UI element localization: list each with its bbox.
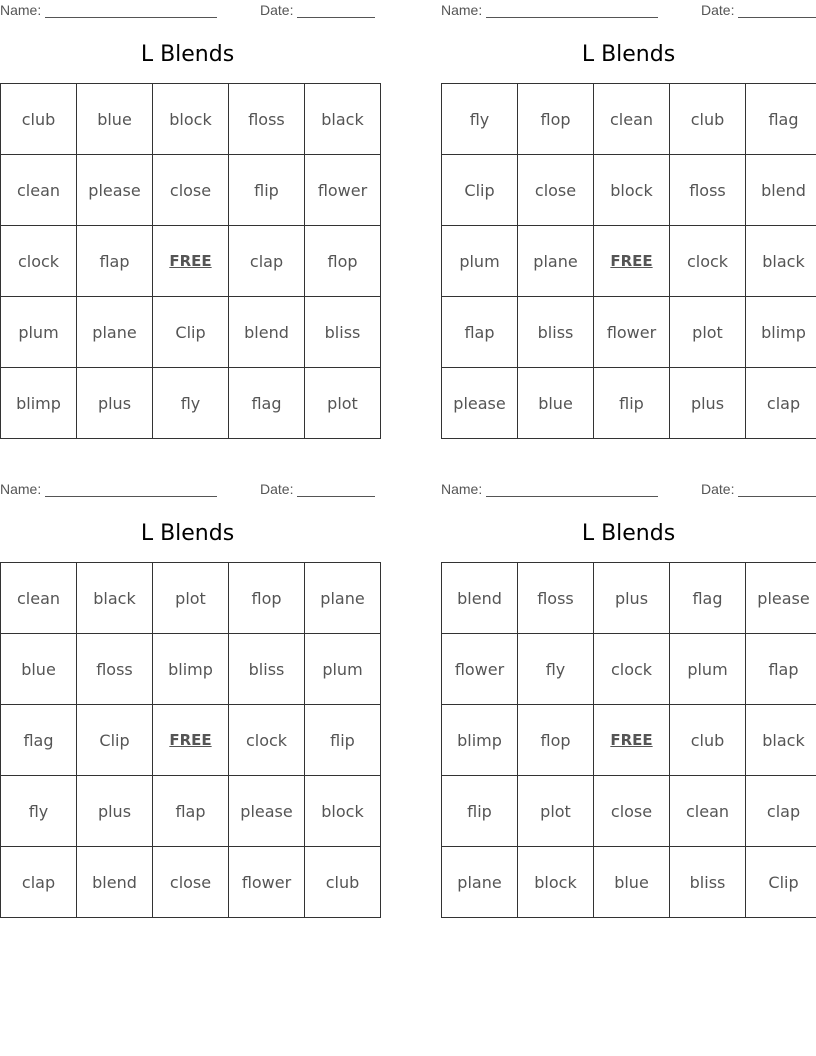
card-title: L Blends	[581, 42, 676, 67]
grid-cell: plot	[305, 368, 381, 439]
grid-cell: flag	[670, 563, 746, 634]
free-space-cell: FREE	[153, 226, 229, 297]
grid-cell: flip	[229, 155, 305, 226]
grid-cell: plot	[153, 563, 229, 634]
grid-cell: club	[305, 847, 381, 918]
name-label: Name:	[0, 481, 42, 497]
grid-row	[442, 634, 816, 705]
grid-cell: plum	[1, 297, 77, 368]
bingo-card	[441, 479, 816, 919]
grid-cell: plus	[594, 563, 670, 634]
grid-row	[1, 368, 381, 439]
grid-row	[1, 705, 381, 776]
free-space-cell: FREE	[594, 705, 670, 776]
grid-cell: blimp	[746, 297, 816, 368]
date-label: Date:	[260, 481, 294, 497]
grid-cell: close	[153, 155, 229, 226]
bingo-grid	[441, 83, 816, 439]
date-blank-line	[297, 17, 375, 18]
grid-cell: block	[153, 84, 229, 155]
name-blank-line	[486, 17, 658, 18]
grid-cell: flop	[229, 563, 305, 634]
grid-cell: clap	[229, 226, 305, 297]
grid-cell: blue	[594, 847, 670, 918]
bingo-grid	[0, 562, 381, 918]
grid-cell: plus	[77, 776, 153, 847]
name-label: Name:	[441, 481, 483, 497]
card-title: L Blends	[140, 521, 235, 546]
bingo-card	[0, 0, 375, 440]
name-blank-line	[45, 496, 217, 497]
grid-row	[442, 776, 816, 847]
grid-cell: flop	[518, 84, 594, 155]
grid-cell: flap	[77, 226, 153, 297]
grid-cell: plum	[670, 634, 746, 705]
grid-cell: please	[77, 155, 153, 226]
grid-cell: black	[305, 84, 381, 155]
grid-cell: flower	[594, 297, 670, 368]
grid-cell: close	[153, 847, 229, 918]
grid-cell: clean	[1, 155, 77, 226]
grid-cell: flap	[746, 634, 816, 705]
date-label: Date:	[701, 481, 735, 497]
grid-cell: please	[229, 776, 305, 847]
grid-cell: close	[518, 155, 594, 226]
grid-cell: fly	[153, 368, 229, 439]
grid-cell: please	[442, 368, 518, 439]
bingo-card	[0, 479, 375, 919]
grid-cell: blue	[1, 634, 77, 705]
grid-cell: plane	[442, 847, 518, 918]
grid-row	[442, 84, 816, 155]
grid-cell: clock	[1, 226, 77, 297]
grid-cell: plum	[305, 634, 381, 705]
grid-cell: clean	[594, 84, 670, 155]
grid-cell: flip	[305, 705, 381, 776]
grid-cell: flap	[442, 297, 518, 368]
grid-cell: clock	[594, 634, 670, 705]
grid-cell: plane	[305, 563, 381, 634]
grid-cell: plane	[518, 226, 594, 297]
date-blank-line	[297, 496, 375, 497]
grid-cell: Clip	[746, 847, 816, 918]
grid-cell: plus	[77, 368, 153, 439]
grid-cell: flip	[442, 776, 518, 847]
grid-cell: plot	[670, 297, 746, 368]
date-label: Date:	[701, 2, 735, 18]
grid-cell: plus	[670, 368, 746, 439]
grid-row	[1, 84, 381, 155]
grid-cell: floss	[518, 563, 594, 634]
grid-cell: blend	[77, 847, 153, 918]
grid-row	[442, 297, 816, 368]
grid-row	[442, 226, 816, 297]
grid-cell: flop	[518, 705, 594, 776]
bingo-grid	[0, 83, 381, 439]
grid-cell: floss	[229, 84, 305, 155]
grid-cell: clap	[746, 776, 816, 847]
name-label: Name:	[441, 2, 483, 18]
grid-cell: flag	[229, 368, 305, 439]
card-header	[441, 2, 816, 20]
grid-row	[1, 563, 381, 634]
grid-cell: clap	[1, 847, 77, 918]
grid-cell: clean	[1, 563, 77, 634]
card-title: L Blends	[581, 521, 676, 546]
grid-row	[1, 634, 381, 705]
grid-cell: black	[746, 226, 816, 297]
grid-cell: club	[1, 84, 77, 155]
grid-cell: floss	[670, 155, 746, 226]
grid-cell: clock	[229, 705, 305, 776]
grid-cell: Clip	[442, 155, 518, 226]
grid-row	[1, 297, 381, 368]
grid-cell: fly	[442, 84, 518, 155]
grid-cell: bliss	[305, 297, 381, 368]
date-blank-line	[738, 17, 816, 18]
grid-row	[1, 155, 381, 226]
grid-row	[442, 705, 816, 776]
grid-cell: bliss	[518, 297, 594, 368]
name-blank-line	[45, 17, 217, 18]
grid-row	[1, 847, 381, 918]
grid-cell: blue	[77, 84, 153, 155]
name-blank-line	[486, 496, 658, 497]
date-blank-line	[738, 496, 816, 497]
grid-cell: bliss	[229, 634, 305, 705]
grid-cell: close	[594, 776, 670, 847]
grid-cell: flop	[305, 226, 381, 297]
grid-cell: plane	[77, 297, 153, 368]
grid-row	[442, 368, 816, 439]
grid-cell: plum	[442, 226, 518, 297]
grid-cell: fly	[1, 776, 77, 847]
card-header	[0, 2, 375, 20]
grid-cell: black	[746, 705, 816, 776]
grid-cell: blend	[746, 155, 816, 226]
grid-cell: clap	[746, 368, 816, 439]
grid-cell: club	[670, 705, 746, 776]
grid-cell: blimp	[153, 634, 229, 705]
grid-row	[442, 847, 816, 918]
grid-cell: clean	[670, 776, 746, 847]
grid-cell: Clip	[153, 297, 229, 368]
grid-cell: blend	[229, 297, 305, 368]
grid-cell: club	[670, 84, 746, 155]
grid-cell: block	[305, 776, 381, 847]
grid-cell: please	[746, 563, 816, 634]
free-space-cell: FREE	[594, 226, 670, 297]
card-header	[0, 481, 375, 499]
grid-cell: flower	[305, 155, 381, 226]
grid-cell: black	[77, 563, 153, 634]
grid-cell: block	[518, 847, 594, 918]
grid-cell: flag	[746, 84, 816, 155]
grid-row	[442, 563, 816, 634]
grid-cell: blue	[518, 368, 594, 439]
grid-cell: blimp	[442, 705, 518, 776]
grid-cell: flap	[153, 776, 229, 847]
grid-cell: plot	[518, 776, 594, 847]
card-title: L Blends	[140, 42, 235, 67]
grid-cell: clock	[670, 226, 746, 297]
grid-cell: flag	[1, 705, 77, 776]
grid-cell: blimp	[1, 368, 77, 439]
grid-cell: flower	[442, 634, 518, 705]
name-label: Name:	[0, 2, 42, 18]
grid-row	[442, 155, 816, 226]
grid-cell: flip	[594, 368, 670, 439]
grid-cell: flower	[229, 847, 305, 918]
grid-cell: floss	[77, 634, 153, 705]
grid-cell: Clip	[77, 705, 153, 776]
grid-row	[1, 776, 381, 847]
free-space-cell: FREE	[153, 705, 229, 776]
card-header	[441, 481, 816, 499]
bingo-card	[441, 0, 816, 440]
grid-cell: block	[594, 155, 670, 226]
grid-cell: blend	[442, 563, 518, 634]
bingo-grid	[441, 562, 816, 918]
grid-cell: bliss	[670, 847, 746, 918]
grid-cell: fly	[518, 634, 594, 705]
date-label: Date:	[260, 2, 294, 18]
grid-row	[1, 226, 381, 297]
